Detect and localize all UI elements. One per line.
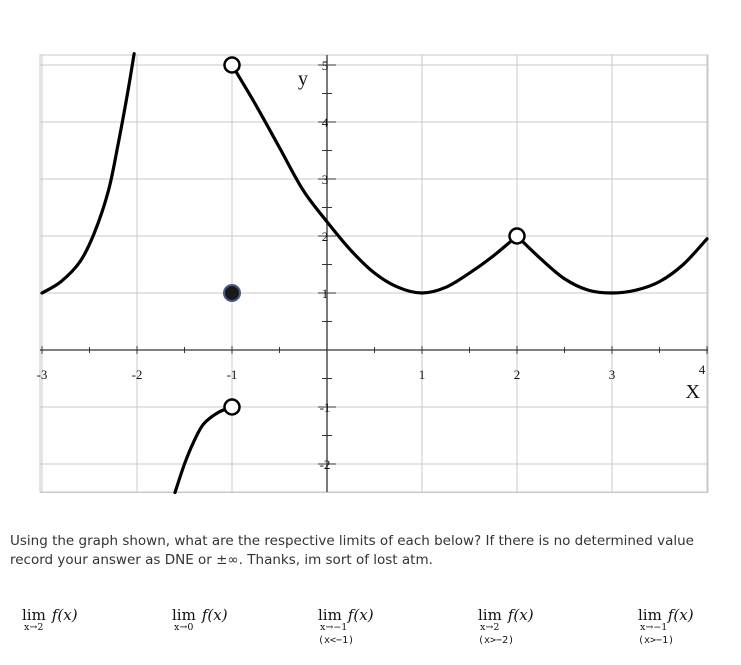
- limit-2-sub: x→0: [174, 622, 194, 633]
- limit-2-func: f(x): [201, 606, 228, 624]
- x-tick-label: 3: [608, 367, 616, 382]
- limit-5-lim: lim: [638, 606, 662, 624]
- x-tick-label: -1: [226, 367, 238, 382]
- limit-3-sub: x→−1: [320, 622, 348, 633]
- x-tick-label: -3: [36, 367, 48, 382]
- limit-4-sub: x→2: [480, 622, 500, 633]
- x-tick-label: 1: [418, 367, 426, 382]
- open-point: [225, 58, 240, 73]
- x-tick-label: 2: [513, 367, 521, 382]
- limit-2: [172, 606, 228, 633]
- limit-5-side: (x>−1): [638, 635, 675, 646]
- open-point: [225, 400, 240, 415]
- limit-1-sub: x→2: [24, 622, 44, 633]
- limit-3-side: (x<−1): [318, 635, 355, 646]
- limit-4: [478, 606, 534, 646]
- y-tick-label: -2: [319, 457, 331, 472]
- limit-3: [318, 606, 374, 646]
- open-point: [510, 229, 525, 244]
- limit-5: [638, 606, 694, 646]
- y-tick-label: 5: [321, 58, 329, 73]
- limit-5-func: f(x): [667, 606, 694, 624]
- x-axis-label: X: [685, 381, 700, 403]
- question-text: Using the graph shown, what are the respective limits of each below? If there is no determined value record your answer as DNE or ±∞. Thanks, im sort of lost atm.: [10, 533, 694, 568]
- curve-segment-4: [175, 407, 232, 493]
- y-tick-label: 3: [321, 172, 329, 187]
- limit-2-lim: lim: [172, 606, 196, 624]
- limit-1: [22, 606, 78, 633]
- limit-3-func: f(x): [347, 606, 374, 624]
- y-axis-label: y: [298, 67, 308, 90]
- x-tick-label: 4: [698, 362, 706, 377]
- limit-5-sub: x→−1: [640, 622, 668, 633]
- limit-1-lim: lim: [22, 606, 46, 624]
- limit-4-lim: lim: [478, 606, 502, 624]
- limit-4-side: (x>−2): [478, 635, 515, 646]
- y-tick-label: 1: [321, 286, 329, 301]
- limit-1-func: f(x): [51, 606, 78, 624]
- y-tick-label: 4: [321, 115, 329, 130]
- limit-4-func: f(x): [507, 606, 534, 624]
- limit-3-lim: lim: [318, 606, 342, 624]
- y-tick-label: 2: [321, 229, 329, 244]
- x-tick-label: -2: [131, 367, 143, 382]
- y-tick-label: -1: [319, 400, 331, 415]
- curve-segment-1: [42, 54, 134, 293]
- closed-point: [224, 285, 240, 301]
- curves: [42, 54, 707, 493]
